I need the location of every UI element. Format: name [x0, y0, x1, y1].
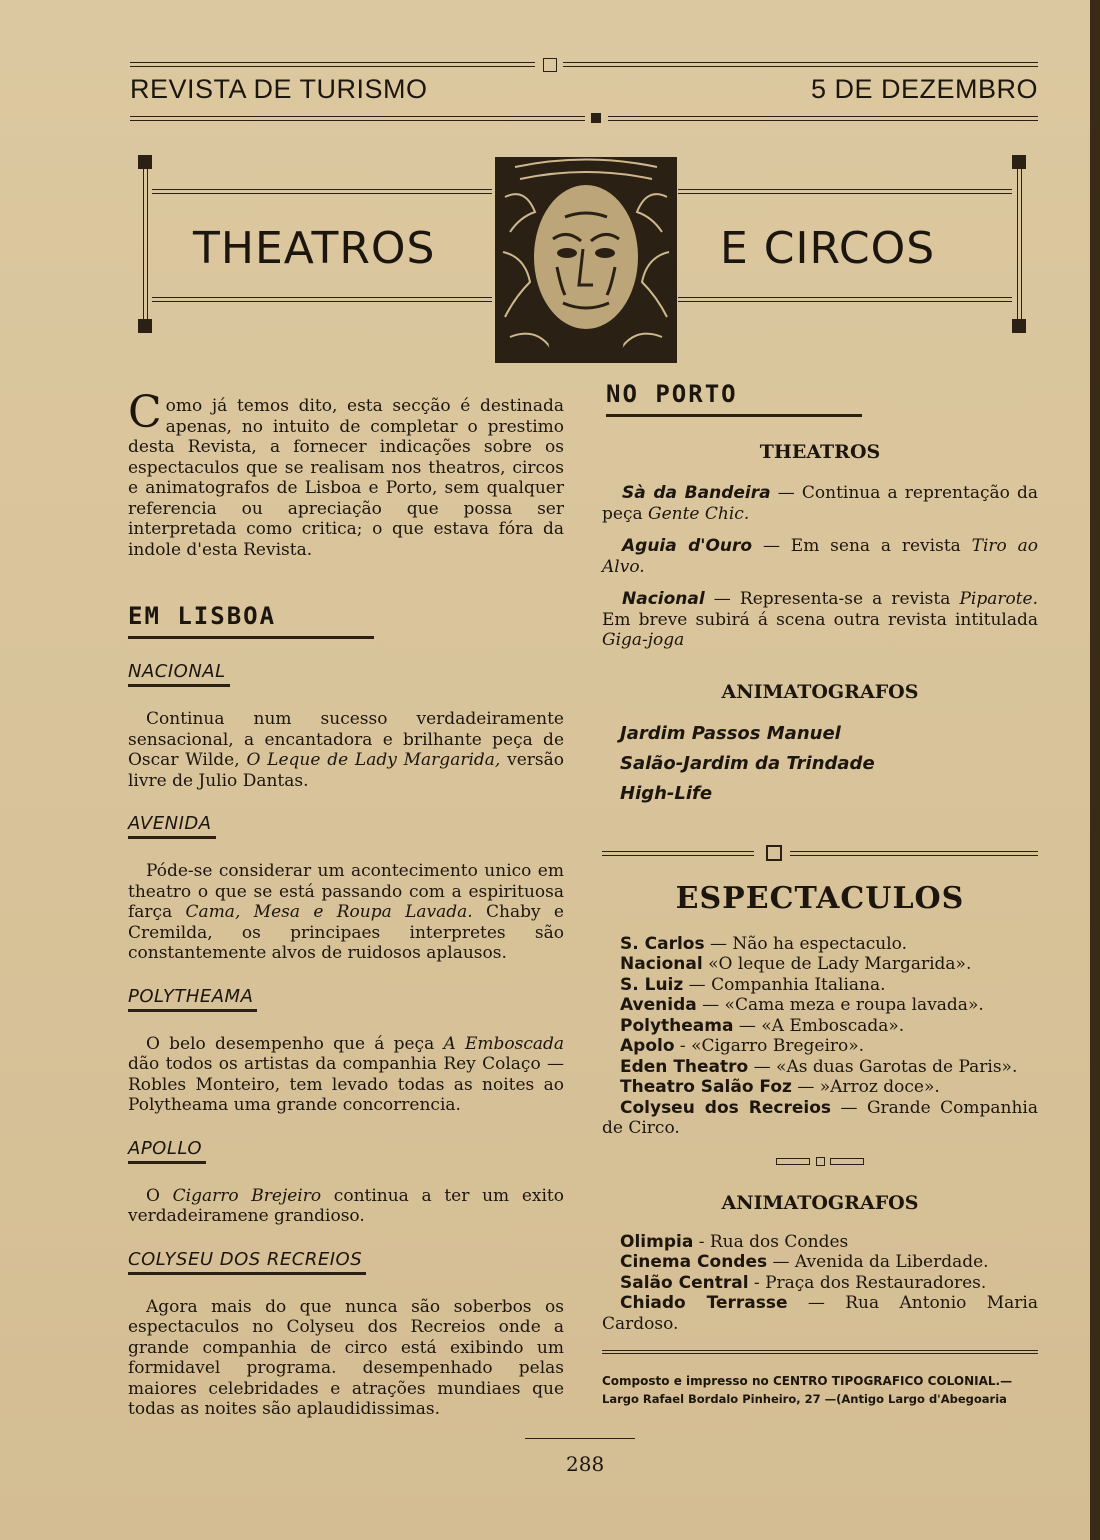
- lisboa-heading: EM LISBOA: [128, 602, 277, 630]
- porto-venue-name: Aguia d'Ouro: [622, 536, 753, 556]
- section-title: NACIONAL: [128, 661, 226, 682]
- animatografo-text: - Rua dos Condes: [693, 1231, 849, 1252]
- section-title: COLYSEU DOS RECREIOS: [128, 1248, 363, 1270]
- section-body: [128, 1034, 564, 1116]
- divider-rule: [790, 851, 1038, 856]
- espectaculo-name: Colyseu dos Recreios: [620, 1097, 831, 1118]
- banner-corner-icon: [138, 319, 152, 333]
- section-body-text: O belo desempenho que á peça: [146, 1033, 444, 1054]
- section-body-italic: A Emboscada: [443, 1033, 564, 1054]
- imprint-line-2: Largo Rafael Bordalo Pinheiro, 27 —(Antigo Largo d'Abegoaria: [602, 1392, 1007, 1406]
- espectaculo-text: — Companhia Italiana.: [683, 974, 886, 995]
- section-title: AVENIDA: [128, 813, 212, 834]
- divider-ornament: [816, 1157, 825, 1166]
- section-body-text: Chaby e Cremilda, os principaes interpretes são constantemente alvos de ruidosos aplausos.: [128, 902, 564, 963]
- divider-ornament: [766, 845, 782, 861]
- animatografo-item: [602, 1273, 1038, 1294]
- banner-left-post: [143, 169, 148, 319]
- espectaculo-text: «O leque de Lady Margarida».: [702, 954, 972, 974]
- espectaculo-text: — Não ha espectaculo.: [704, 933, 907, 954]
- espectaculo-item: [602, 995, 1038, 1016]
- animatografo-name: Cinema Condes: [620, 1252, 768, 1272]
- animatografo-text: — Rua Antonio Maria Cardoso.: [602, 1293, 1038, 1334]
- intro-text: omo já temos dito, esta secção é destinada apenas, no intuito de completar o prestimo desta Revista, a fornecer indicações sobre os espectaculos que se realisam nos theatros, circos e animatografos de Lisboa e Porto, sem qualquer referencia ou apreciação que possa ser interpretada como critica; o que estava fóra da indole d'esta Revista.: [128, 396, 564, 560]
- porto-entry: [602, 483, 1038, 524]
- banner-rule: [152, 297, 492, 302]
- banner-rule: [152, 189, 492, 194]
- espectaculo-name: Apolo: [620, 1036, 675, 1056]
- espectaculo-text: — »Arroz doce».: [791, 1077, 940, 1097]
- espectaculo-text: — «Cama meza e roupa lavada».: [696, 995, 984, 1015]
- header-bottom-rule-right: [608, 116, 1038, 121]
- section-body-text: O: [146, 1185, 173, 1206]
- espectaculo-name: Theatro Salão Foz: [620, 1077, 792, 1097]
- banner-right-post: [1017, 169, 1022, 319]
- section-title-wrap: [128, 813, 564, 834]
- porto-heading: NO PORTO: [606, 380, 738, 408]
- porto-entry-italic: Gente Chic.: [648, 503, 750, 524]
- banner-corner-icon: [138, 155, 152, 169]
- divider-small: [602, 1151, 1038, 1170]
- porto-entry-text: — Continua a reprentação da peça: [602, 483, 1039, 524]
- header-top-rule-left: [130, 62, 535, 67]
- porto-animatografos-title: ANIMATOGRAFOS: [721, 680, 919, 703]
- porto-entry-text: — Representa-se a revista: [704, 589, 960, 609]
- mask-icon: [495, 157, 677, 363]
- section-body: [128, 1186, 564, 1227]
- divider-bar: [776, 1158, 810, 1165]
- intro-paragraph: [128, 387, 564, 560]
- section-body-italic: Cama, Mesa e Roupa Lavada.: [185, 902, 473, 922]
- banner-rule: [678, 189, 1012, 194]
- section-body-text: Póde-se considerar um acontecimento unico em theatro o que se está passando com a espirituosa farça: [128, 861, 564, 922]
- divider: [602, 837, 1038, 867]
- espectaculos-list: [602, 934, 1038, 1139]
- divider-rule: [602, 851, 754, 856]
- section-body: [128, 709, 564, 791]
- porto-heading-rule: [606, 414, 862, 417]
- espectaculo-name: Avenida: [620, 995, 697, 1015]
- imprint-rule: [602, 1353, 1038, 1354]
- section-title-wrap: [128, 661, 564, 682]
- section-body-italic: O Leque de Lady Margarida,: [246, 750, 501, 770]
- porto-entry-text: — Em sena a revista: [752, 536, 972, 556]
- banner-rule: [678, 297, 1012, 302]
- section-title: POLYTHEAMA: [128, 985, 254, 1007]
- porto-entry-italic: Piparote.: [959, 589, 1038, 609]
- banner: [138, 155, 1042, 365]
- section-body-text: versão livre de Julio Dantas.: [128, 750, 564, 791]
- espectaculo-item: [602, 975, 1038, 996]
- header-ornament: [543, 58, 557, 72]
- porto-entry-text: Em breve subirá á scena outra revista intitulada: [602, 609, 1038, 630]
- lisboa-animatografos-list: [602, 1232, 1038, 1335]
- header-top-rule-right: [563, 62, 1038, 67]
- espectaculo-text: — «As duas Garotas de Paris».: [748, 1056, 1018, 1077]
- porto-animatografos-list: [620, 719, 1038, 809]
- porto-entries: [602, 483, 1038, 651]
- porto-entry: [602, 536, 1038, 577]
- section-title-rule: [128, 1009, 257, 1012]
- section-body-text: dão todos os artistas da companhia Rey Colaço — Robles Monteiro, tem levado todas as noites ao Polytheama uma grande concorrencia.: [128, 1054, 564, 1115]
- page-number: 288: [566, 1452, 605, 1476]
- section-body: [128, 1297, 564, 1420]
- banner-title-right: E CIRCOS: [720, 223, 936, 274]
- section-body-italic: Cigarro Brejeiro: [172, 1185, 322, 1206]
- espectaculo-name: S. Luiz: [620, 974, 684, 995]
- espectaculo-item: [602, 1036, 1038, 1057]
- animatografo-item: [602, 1252, 1038, 1273]
- section-title-rule: [128, 1161, 206, 1164]
- espectaculo-name: S. Carlos: [620, 933, 705, 954]
- section-title-wrap: [128, 986, 564, 1007]
- section-body-text: Continua num sucesso verdadeiramente sensacional, a encantadora e brilhante peça de Oscar Wilde,: [128, 709, 564, 770]
- animatografo-text: — Avenida da Liberdade.: [767, 1252, 989, 1272]
- header-bottom-ornament: [591, 113, 601, 123]
- espectaculo-item: [602, 1077, 1038, 1098]
- porto-entry-italic: Tiro ao Alvo.: [602, 536, 1038, 577]
- espectaculo-name: Eden Theatro: [620, 1056, 749, 1077]
- espectaculo-item: [602, 1057, 1038, 1078]
- section-body: [128, 861, 564, 964]
- espectaculo-text: — «A Emboscada».: [733, 1015, 905, 1036]
- header-bottom-rule-left: [130, 116, 585, 121]
- espectaculo-item: [602, 954, 1038, 975]
- right-column: [602, 380, 1038, 1406]
- espectaculos-title: ESPECTACULOS: [675, 880, 965, 916]
- porto-animatografo: High-Life: [620, 782, 713, 804]
- header-date: 5 DE DEZEMBRO: [810, 74, 1038, 104]
- section-title-rule: [128, 1272, 366, 1275]
- animatografo-text: - Praça dos Restauradores.: [748, 1272, 987, 1293]
- imprint-rule: [602, 1350, 1038, 1351]
- porto-animatografo: Jardim Passos Manuel: [620, 722, 841, 744]
- espectaculo-name: Nacional: [620, 954, 703, 974]
- section-title-wrap: [128, 1138, 564, 1159]
- banner-corner-icon: [1012, 155, 1026, 169]
- animatografo-item: [602, 1232, 1038, 1253]
- animatografo-name: Chiado Terrasse: [620, 1293, 788, 1313]
- footer-rule: [525, 1438, 635, 1439]
- porto-entry-italic: Giga-joga: [602, 630, 685, 650]
- banner-title-left: THEATROS: [193, 223, 436, 274]
- animatografo-item: [602, 1293, 1038, 1334]
- animatografo-name: Olimpia: [620, 1231, 694, 1252]
- section-body-text: Agora mais do que nunca são soberbos os espectaculos no Colyseu dos Recreios onde a grande companhia de circo está exibindo um formidavel programa. desempenhado pelas maiores celebridades e atrações mundiaes que todas as noites são aplaudidissimas.: [128, 1296, 564, 1419]
- header-title: REVISTA DE TURISMO: [130, 74, 428, 104]
- section-title-rule: [128, 836, 216, 839]
- espectaculo-item: [602, 1098, 1038, 1139]
- lisboa-animatografos-title: ANIMATOGRAFOS: [721, 1191, 919, 1214]
- porto-animatografo: Salão-Jardim da Trindade: [620, 752, 875, 774]
- banner-corner-icon: [1012, 319, 1026, 333]
- intro-dropcap: C: [128, 387, 162, 438]
- section-title-wrap: [128, 1249, 564, 1270]
- espectaculo-text: - «Cigarro Bregeiro».: [674, 1036, 865, 1056]
- left-column: [128, 387, 564, 1420]
- lisboa-heading-rule: [128, 636, 374, 639]
- section-body-text: continua a ter um exito verdadeiramene grandioso.: [128, 1185, 564, 1226]
- espectaculo-text: — Grande Companhia de Circo.: [602, 1097, 1039, 1138]
- section-title: APOLLO: [128, 1137, 203, 1159]
- espectaculo-item: [602, 1016, 1038, 1037]
- lisboa-sections: [128, 661, 564, 1420]
- animatografo-name: Salão Central: [620, 1272, 749, 1293]
- espectaculo-name: Polytheama: [620, 1015, 734, 1036]
- section-title-rule: [128, 684, 230, 687]
- imprint-line-1: Composto e impresso no CENTRO TIPOGRAFICO COLONIAL.—: [602, 1374, 1013, 1388]
- divider-bar: [830, 1158, 864, 1165]
- page-edge: [1090, 0, 1100, 1540]
- porto-venue-name: Sà da Bandeira: [622, 483, 771, 503]
- espectaculo-item: [602, 934, 1038, 955]
- porto-entry: [602, 589, 1038, 651]
- porto-theatros-title: THEATROS: [759, 441, 881, 463]
- porto-venue-name: Nacional: [622, 589, 705, 609]
